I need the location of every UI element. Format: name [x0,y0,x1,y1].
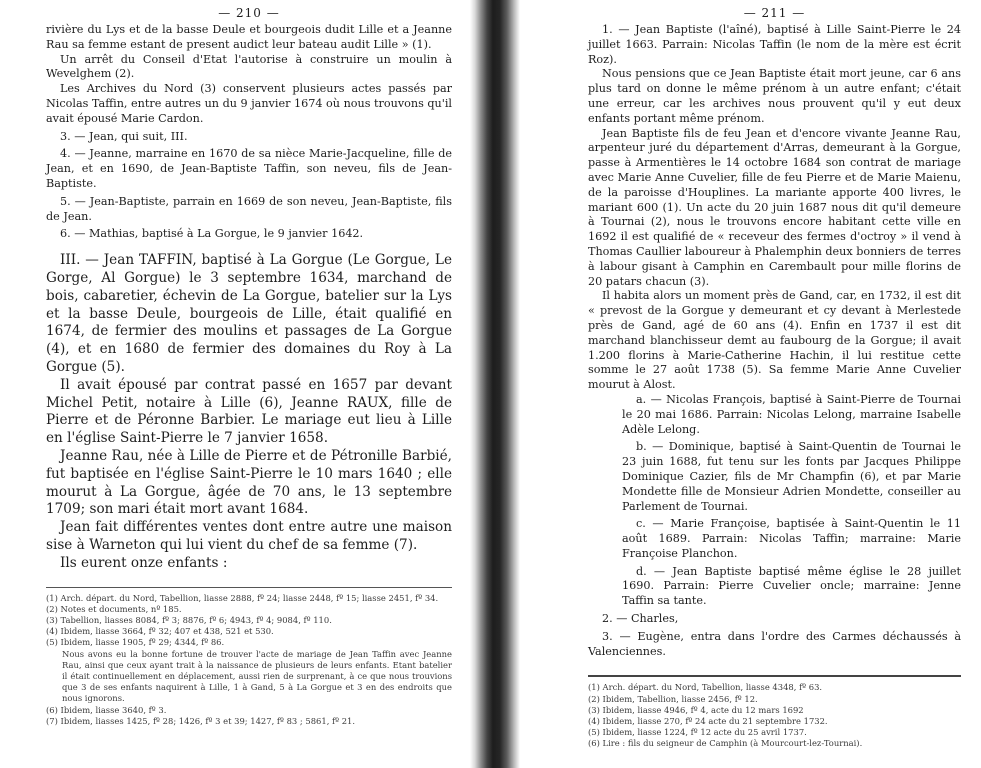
child-entry-4: 4. — Jeanne, marraine en 1670 de sa nièce Marie-Jacqueline, fille de Jean, et en 1690, de Jean-Baptiste Taffin, son neveu, fils de Jean-Baptiste. [46,147,452,190]
grandchild-entry-a: a. — Nicolas François, baptisé à Saint-Pierre de Tournai le 20 mai 1686. Parrain: Nicolas Lelong, marraine Isabelle Adèle Lelong. [622,392,961,436]
paragraph: Nous pensions que ce Jean Baptiste était mort jeune, car 6 ans plus tard on donne le même prénom à un autre enfant; c'était une erreur, car les archives nous prouvent qu'il y eut deux enfants portant même prénom. [588,67,961,125]
child-entry-3: 3. — Jean, qui suit, III. [60,129,188,143]
footnotes [588,675,961,749]
footnote: (2) Notes et documents, nº 185. [46,603,182,614]
footnote: (3) Ibidem, liasse 4946, fº 4, acte du 12 mars 1692 [588,704,804,715]
child-entry-2: 2. — Charles, [602,612,679,626]
footnote: (1) Arch. départ. du Nord, Tabellion, liasse 4348, fº 63. [588,682,823,693]
child-entry-3: 3. — Eugène, entra dans l'ordre des Carmes déchaussés à Valenciennes. [588,629,961,658]
footnote: (4) Ibidem, liasse 3664, fº 32; 407 et 438, 521 et 530. [46,626,274,637]
right-page [520,0,981,768]
child-entry-1: 1. — Jean Baptiste (l'aîné), baptisé à Lille Saint-Pierre le 24 juillet 1663. Parrain: Nicolas Taffin (le nom de la mère est écrit Roz). [588,23,961,66]
paragraph: Un arrêt du Conseil d'Etat l'autorise à construire un moulin à Wevelghem (2). [46,52,452,81]
section-iii-heading-paragraph: III. — Jean TAFFIN, baptisé à La Gorgue (Le Gorgue, Le Gorge, Al Gorgue) le 3 septembre 1634, marchand de bois, cabaretier, échevin de La Gorgue, batelier sur la Lys et la basse Deule, bourgeois de Lille, était qualifié en 1674, de fermier des moulins et passages de La Gorgue (4), et en 1680 de fermier des domaines du Roy à La Gorgue (5). [46,252,452,375]
paragraph: rivière du Lys et de la basse Deule et bourgeois dudit Lille et a Jeanne Rau sa femme estant de present audict leur bateau audit Lille » (1). [46,23,452,51]
grandchild-entry-c: c. — Marie Françoise, baptisée à Saint-Quentin le 11 août 1689. Parrain: Nicolas Taffin; marraine: Marie Françoise Planchon. [622,517,961,560]
paragraph: Jean fait différentes ventes dont entre autre une maison sise à Warneton qui lui vient du chef de sa femme (7). [46,519,452,553]
paragraph: Jean Baptiste fils de feu Jean et d'encore vivante Jeanne Rau, arpenteur juré du département d'Arras, demeurant à la Gorgue, passe à Armentières le 14 octobre 1684 son contrat de mariage avec Marie Anne Cuvelier, fille de feu Pierre et de Marie Maienu, de la paroisse d'Houplines. La mariante apporte 400 livres, le mariant 600 (1). Un acte du 20 juin 1687 nous dit qu'il demeure à Tournai (2), nous le trouvons encore habitant cette ville en 1692 il est qualifié de « receveur des fermes d'octroy » il vend à Thomas Caullier laboureur à Phalemphin deux bonniers de terres à labour gisant à Camphin en Carembault pour mille florins de 20 patars chacun (3). [588,126,961,288]
paragraph: Jeanne Rau, née à Lille de Pierre et de Pétronille Barbié, fut baptisée en l'église Saint-Pierre le 10 mars 1640 ; elle mourut à La Gorgue, âgée de 70 ans, le 13 septembre 1709; son mari était mort avant 1684. [46,447,452,518]
footnote: (6) Ibidem, liasse 3640, fº 3. [46,704,167,715]
footnote: (1) Arch. départ. du Nord, Tabellion, liasse 2888, fº 24; liasse 2448, fº 15; liasse 2451, fº 34. [46,592,439,603]
footnote: (4) Ibidem, liasse 270, fº 24 acte du 21 septembre 1732. [588,716,828,727]
footnote: (6) Lire : fils du seigneur de Camphin (à Mourcourt-lez-Tournai). [588,738,863,749]
footnote: (7) Ibidem, liasses 1425, fº 28; 1426, fº 3 et 39; 1427, fº 83 ; 5861, fº 21. [46,715,356,726]
paragraph: Il avait épousé par contrat passé en 1657 par devant Michel Petit, notaire à Lille (6), Jeanne RAUX, fille de Pierre et de Péronne Barbier. Le mariage eut lieu à Lille en l'église Saint-Pierre le 7 janvier 1658. [46,376,452,447]
book-gutter [470,0,520,768]
grandchild-entry-d: d. — Jean Baptiste baptisé même église le 28 juillet 1690. Parrain: Pierre Cuvelier oncle; marraine: Jenne Taffin sa tante. [622,564,961,608]
page-number-211: — 211 — [743,6,806,20]
footnote: (5) Ibidem, liasse 1224, fº 12 acte du 25 avril 1737. [588,727,807,738]
paragraph: Les Archives du Nord (3) conservent plusieurs actes passés par Nicolas Taffin, entre autres un du 9 janvier 1674 où nous trouvons qu'il avait épousé Marie Cardon. [46,82,452,125]
paragraph: Ils eurent onze enfants : [60,554,228,571]
footnotes [46,587,452,727]
grandchildren-list [588,393,961,609]
footnote-continuation: Nous avons eu la bonne fortune de trouver l'acte de mariage de Jean Taffin avec Jeanne Rau, ainsi que ceux ayant trait à la naissance de plusieurs de leurs enfants. Etant batelier il était continuellement en déplacement, aussi rien de surprenant, à ce que nous trouvions que 3 de ses enfants naquirent à Lille, 1 à Gand, 5 à La Gorgue et 3 en des endroits que nous ignorons. [62,648,452,704]
left-page [0,0,470,768]
child-entry-6: 6. — Mathias, baptisé à La Gorgue, le 9 janvier 1642. [60,227,364,241]
grandchild-entry-b: b. — Dominique, baptisé à Saint-Quentin de Tournai le 23 juin 1688, fut tenu sur les fonts par Jacques Philippe Dominique Cazier, fils de Mr Champfin (6), et par Marie Mondette fille de Monsieur Adrien Mondette, conseiller au Parlement de Tournai. [622,440,961,513]
footnote: (5) Ibidem, liasse 1905, fº 29; 4344, fº 86. [46,637,225,648]
footnote: (3) Tabellion, liasses 8084, fº 3; 8876, fº 6; 4943, fº 4; 9084, fº 110. [46,614,332,625]
child-entry-5: 5. — Jean-Baptiste, parrain en 1669 de son neveu, Jean-Baptiste, fils de Jean. [46,194,452,223]
paragraph: Il habita alors un moment près de Gand, car, en 1732, il est dit « prevost de la Gorgue y demeurant et cy devant à Merlestede près de Gand, agé de 60 ans (4). Enfin en 1737 il est dit marchand blanchisseur demt au faubourg de la Gorgue; il avait 1.200 florins à Marie-Catherine Hachin, il lui restitue cette somme le 27 août 1738 (5). Sa femme Marie Anne Cuvelier mourut à Alost. [588,289,961,392]
page-number-210: — 210 — [218,6,280,20]
footnote: (2) Ibidem, Tabellion, liasse 2456, fº 12. [588,693,758,704]
